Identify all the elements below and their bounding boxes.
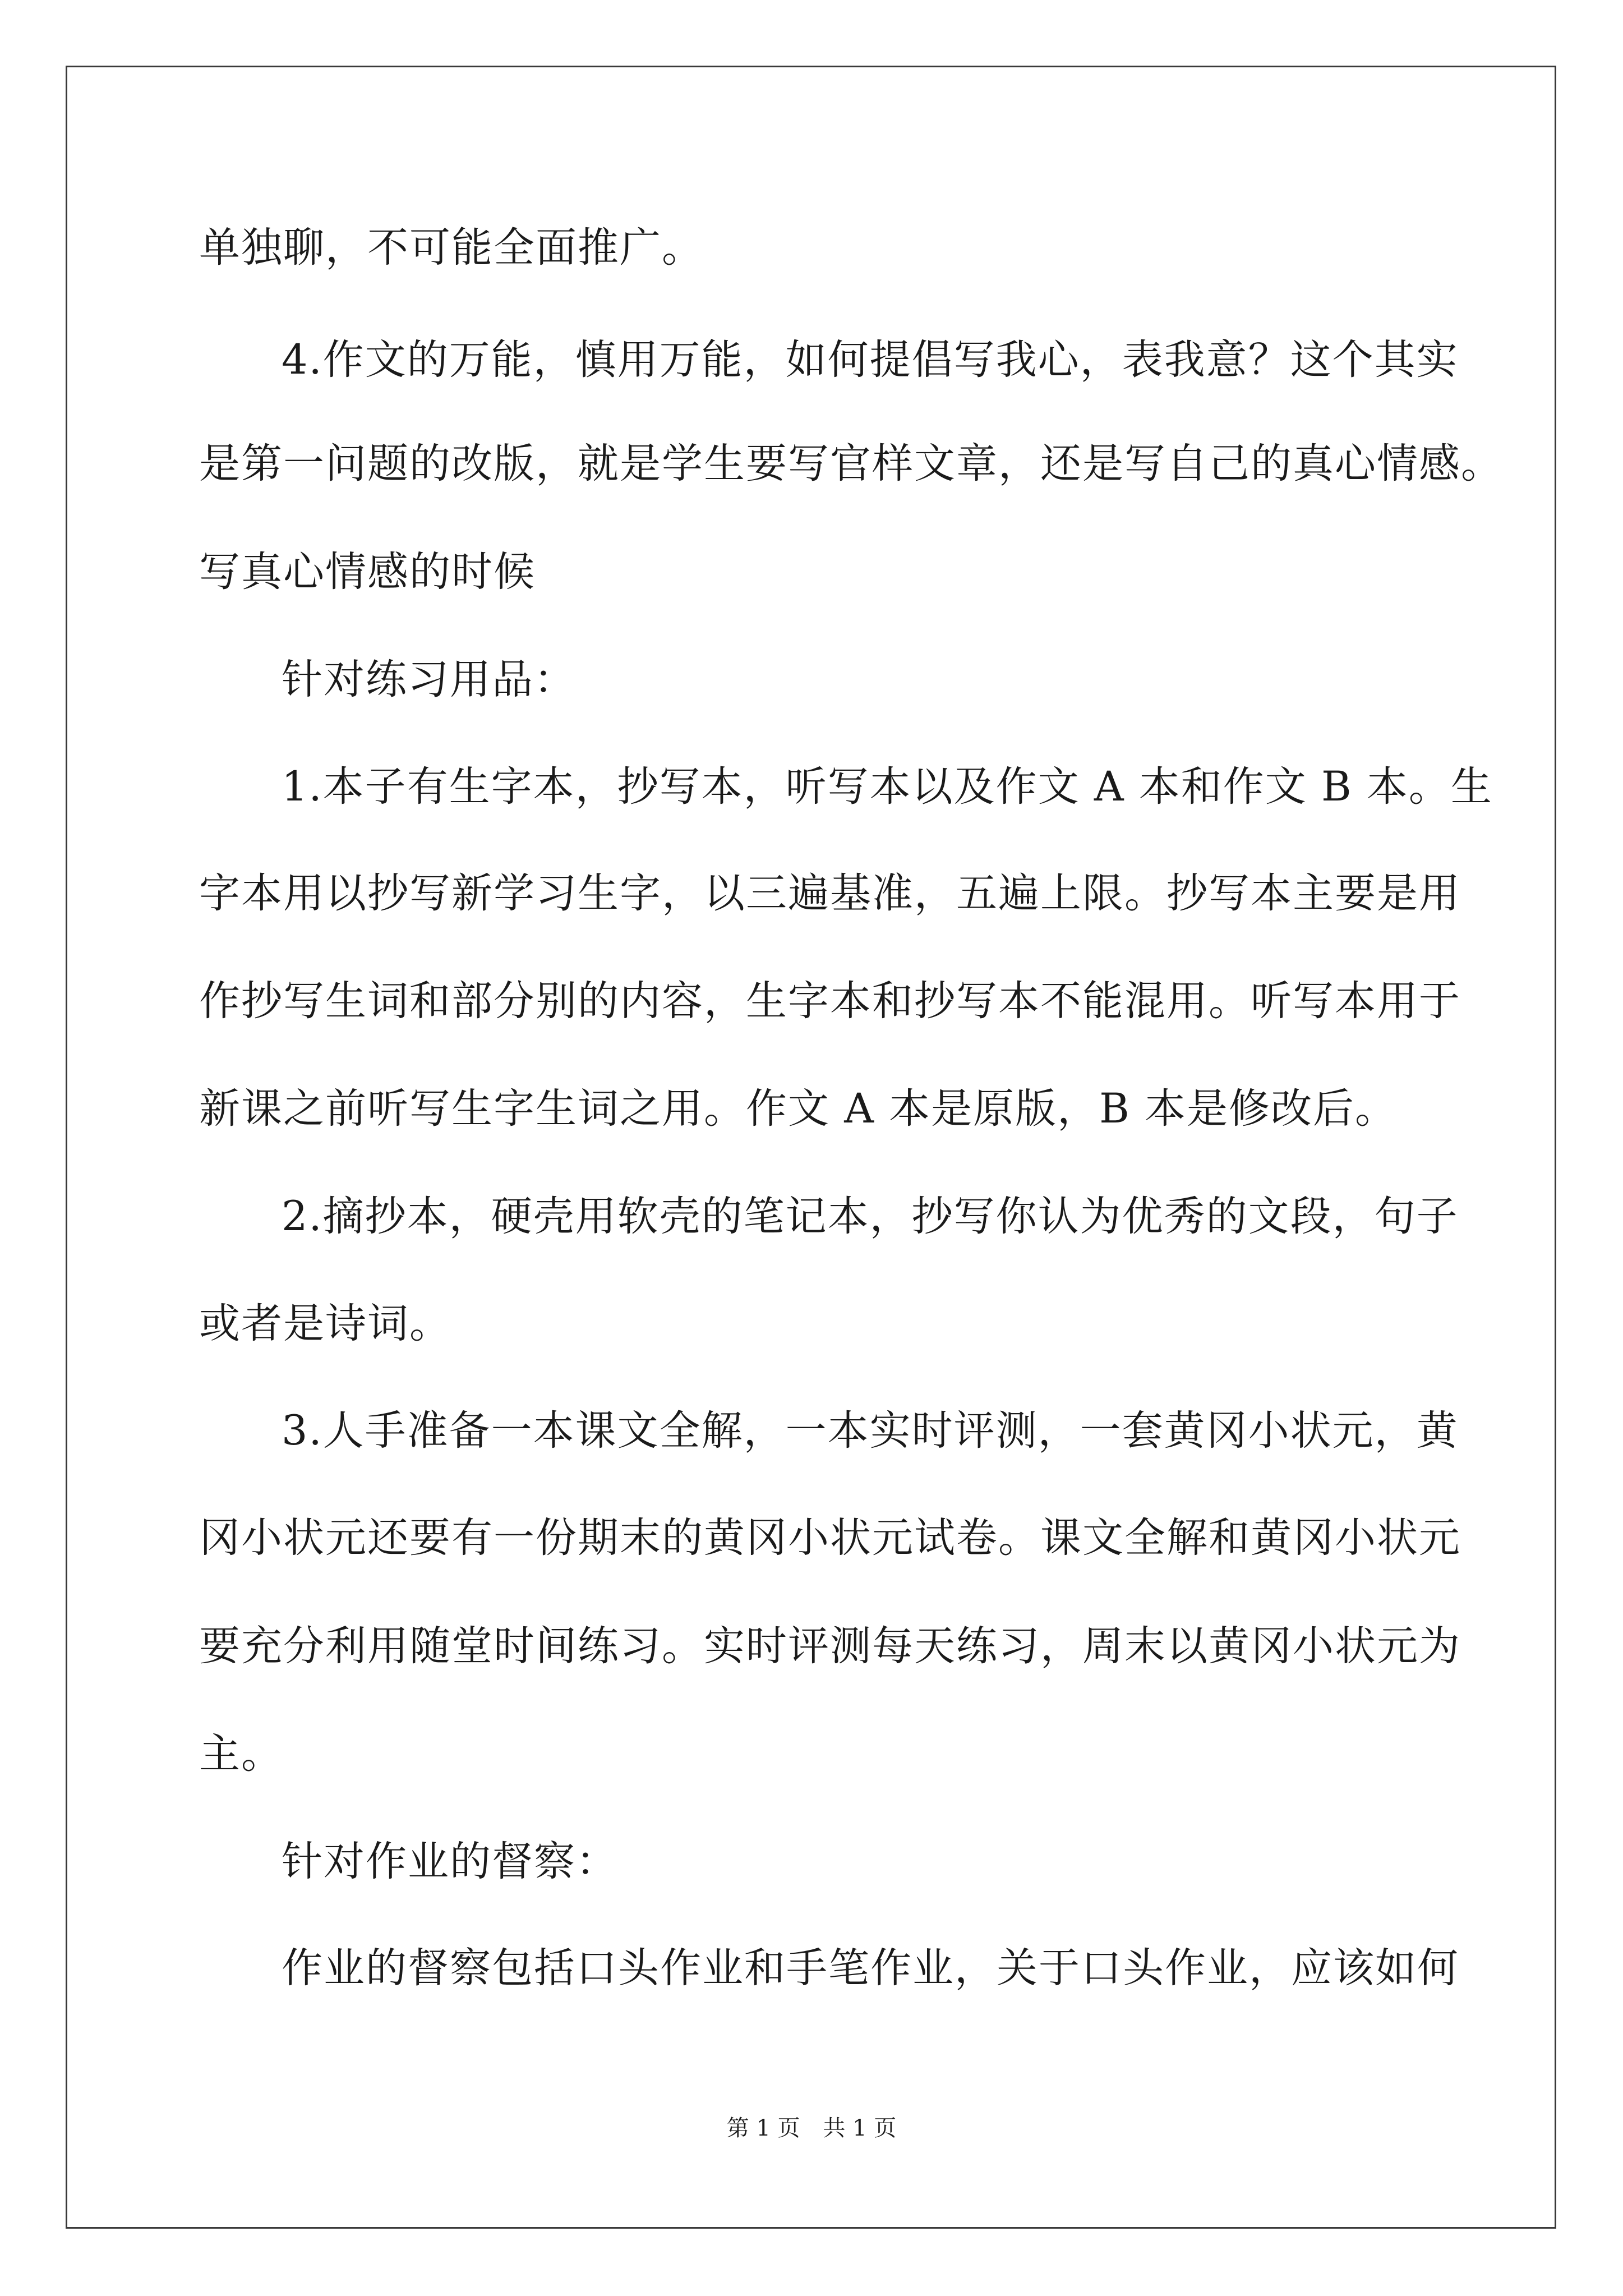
page-footer: [0, 2114, 1623, 2143]
text-line: 针对练习用品：: [282, 656, 576, 703]
text-line: 单独聊，不可能全面推广。: [199, 224, 704, 272]
text-line: 新课之前听写生字生词之用。作文 A 本是原版，B 本是修改后。: [199, 1085, 1397, 1133]
text-line: 是第一问题的改版，就是学生要写官样文章，还是写自己的真心情感。: [199, 440, 1503, 487]
text-line: 字本用以抄写新学习生字，以三遍基准，五遍上限。抄写本主要是用: [199, 869, 1461, 917]
text-line: 主。: [199, 1730, 283, 1778]
text-line: 冈小状元还要有一份期末的黄冈小状元试卷。课文全解和黄冈小状元: [199, 1514, 1461, 1562]
text-line: 作业的督察包括口头作业和手笔作业，关于口头作业，应该如何: [282, 1944, 1459, 1992]
text-line: 写真心情感的时候: [199, 548, 536, 596]
text-line: 要充分利用随堂时间练习。实时评测每天练习，周末以黄冈小状元为: [199, 1622, 1461, 1670]
page-total: 共 1 页: [823, 2115, 897, 2141]
text-line: 3.人手准备一本课文全解，一本实时评测，一套黄冈小状元，黄: [282, 1407, 1459, 1455]
text-line: 1.本子有生字本，抄写本，听写本以及作文 A 本和作文 B 本。生: [282, 763, 1493, 811]
page-border: [66, 66, 1556, 2229]
text-line: 或者是诗词。: [199, 1300, 451, 1347]
text-line: 4.作文的万能，慎用万能，如何提倡写我心，表我意？这个其实: [282, 336, 1459, 384]
text-line: 2.摘抄本，硬壳用软壳的笔记本，抄写你认为优秀的文段，句子: [282, 1193, 1459, 1240]
text-line: 针对作业的督察：: [282, 1838, 618, 1885]
page-number: 第 1 页: [726, 2115, 800, 2141]
text-line: 作抄写生词和部分别的内容，生字本和抄写本不能混用。听写本用于: [199, 977, 1461, 1025]
